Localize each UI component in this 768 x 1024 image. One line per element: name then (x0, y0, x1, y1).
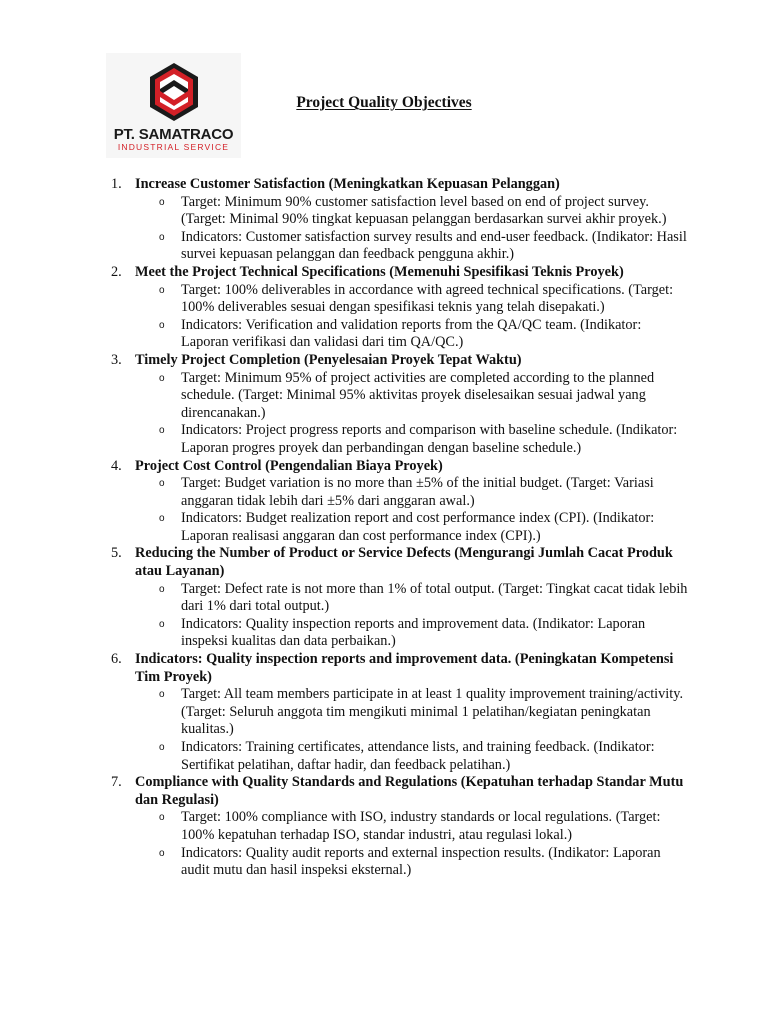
indicators-text: Indicators: Verification and validation reports from the QA/QC team. (Indikator: Laporan verifikasi dan validasi dari tim QA/QC.) (181, 316, 642, 351)
target-text: Target: All team members participate in at least 1 quality improvement training/activity. (Target: Seluruh anggota tim mengikuti minimal 1 pelatihan/kegiatan peningkatan kualitas.) (181, 686, 684, 738)
target-item (159, 580, 691, 616)
target-item (159, 281, 691, 317)
company-tagline: INDUSTRIAL SERVICE (117, 142, 230, 152)
hollow-bullet-icon: o (159, 478, 165, 490)
hollow-bullet-icon: o (159, 618, 165, 630)
hollow-bullet-icon: o (159, 372, 165, 384)
target-text: Target: 100% deliverables in accordance with agreed technical specifications. (Target: 100% deliverables sesuai dengan spesifikasi teknis yang telah disepakati.) (181, 281, 674, 316)
hollow-bullet-icon: o (159, 196, 165, 208)
target-text: Target: Budget variation is no more than ±5% of the initial budget. (Target: Variasi anggaran tidak lebih dari ±5% dari anggaran awal.) (181, 475, 654, 509)
target-text: Target: Defect rate is not more than 1% of total output. (Target: Tingkat cacat tidak lebih dari 1% dari total output.) (181, 580, 688, 615)
objective-details (135, 581, 691, 651)
target-item (159, 686, 691, 739)
hollow-bullet-icon: o (159, 742, 165, 753)
target-item (159, 193, 691, 229)
hollow-bullet-icon: o (159, 231, 165, 243)
objective-details (135, 686, 691, 774)
target-item (159, 809, 691, 844)
objective-number: 3. (111, 351, 122, 368)
indicators-text: Indicators: Project progress reports and comparison with baseline schedule. (Indikator: Laporan progres proyek dan perbandingan dengan baseline schedule.) (181, 422, 678, 456)
objective-number: 1. (111, 176, 122, 192)
indicators-item (159, 316, 691, 352)
objective-item (111, 545, 691, 651)
objective-details (135, 370, 691, 458)
hollow-bullet-icon: o (159, 812, 165, 824)
indicators-text: Indicators: Quality audit reports and external inspection results. (Indikator: Laporan audit mutu dan hasil inspeksi eksternal.) (181, 844, 661, 879)
objective-number: 5. (111, 545, 122, 562)
company-logo (106, 53, 241, 158)
objective-number: 2. (111, 263, 122, 280)
indicators-text: Indicators: Training certificates, attendance lists, and training feedback. (Indikator: Sertifikat pelatihan, daftar hadir, dan feedback pelatihan.) (181, 739, 655, 773)
objective-item (111, 774, 691, 880)
objective-item (111, 352, 691, 458)
objective-item (111, 264, 691, 352)
indicators-item (159, 739, 691, 774)
hollow-bullet-icon: o (159, 689, 165, 701)
indicators-item (159, 422, 691, 457)
target-text: Target: 100% compliance with ISO, industry standards or local regulations. (Target: 100% kepatuhan terhadap ISO, standar industri, atau regulasi lokal.) (181, 809, 661, 843)
hollow-bullet-icon: o (159, 847, 165, 859)
objective-title: Reducing the Number of Product or Service Defects (Mengurangi Jumlah Cacat Produk atau Layanan) (135, 545, 673, 580)
target-item (159, 475, 691, 510)
hollow-bullet-icon: o (159, 425, 165, 437)
objective-details (135, 282, 691, 352)
samatraco-emblem-icon (143, 61, 205, 123)
objective-number: 7. (111, 774, 122, 791)
objective-number: 6. (111, 651, 122, 668)
objective-details (135, 194, 691, 264)
indicators-text: Indicators: Customer satisfaction survey results and end-user feedback. (Indikator: Hasil survei kepuasan pelanggan dan feedback pengguna akhir.) (181, 228, 687, 263)
hollow-bullet-icon: o (159, 284, 165, 296)
objective-item (111, 651, 691, 774)
indicators-item (159, 844, 691, 880)
objective-number: 4. (111, 457, 122, 474)
objective-title: Timely Project Completion (Penyelesaian Proyek Tepat Waktu) (135, 351, 522, 368)
indicators-item (159, 510, 691, 545)
objective-title: Indicators: Quality inspection reports and improvement data. (Peningkatan Kompetensi Tim Proyek) (135, 651, 674, 685)
objectives-list (111, 176, 691, 880)
company-name: PT. SAMATRACO (113, 126, 234, 143)
indicators-text: Indicators: Quality inspection reports and improvement data. (Indikator: Laporan inspeksi kualitas dan data perbaikan.) (181, 615, 646, 650)
objective-title: Meet the Project Technical Specifications (Memenuhi Spesifikasi Teknis Proyek) (135, 263, 624, 280)
target-text: Target: Minimum 90% customer satisfaction level based on end of project survey. (Target: Minimal 90% tingkat kepuasan pelanggan berdasarkan survei akhir proyek.) (181, 193, 667, 228)
target-item (159, 369, 691, 423)
hollow-bullet-icon: o (159, 319, 165, 331)
objective-details (135, 809, 691, 879)
objective-item (111, 458, 691, 546)
objective-details (135, 475, 691, 545)
objective-title: Increase Customer Satisfaction (Meningkatkan Kepuasan Pelanggan) (135, 176, 560, 192)
document-title: Project Quality Objectives (296, 94, 472, 111)
target-text: Target: Minimum 95% of project activities are completed according to the planned schedule. (Target: Minimal 95% aktivitas proyek diselesaikan sesuai jadwal yang direncanakan.) (181, 369, 655, 421)
objective-item (111, 176, 691, 264)
hollow-bullet-icon: o (159, 583, 165, 595)
hollow-bullet-icon: o (159, 513, 165, 525)
objective-title: Project Cost Control (Pengendalian Biaya Proyek) (135, 457, 443, 474)
objective-title: Compliance with Quality Standards and Regulations (Kepatuhan terhadap Standar Mutu dan Regulasi) (135, 774, 684, 808)
indicators-item (159, 228, 691, 264)
indicators-text: Indicators: Budget realization report and cost performance index (CPI). (Indikator: Laporan realisasi anggaran dan cost performance index (CPI).) (181, 510, 655, 544)
indicators-item (159, 615, 691, 651)
